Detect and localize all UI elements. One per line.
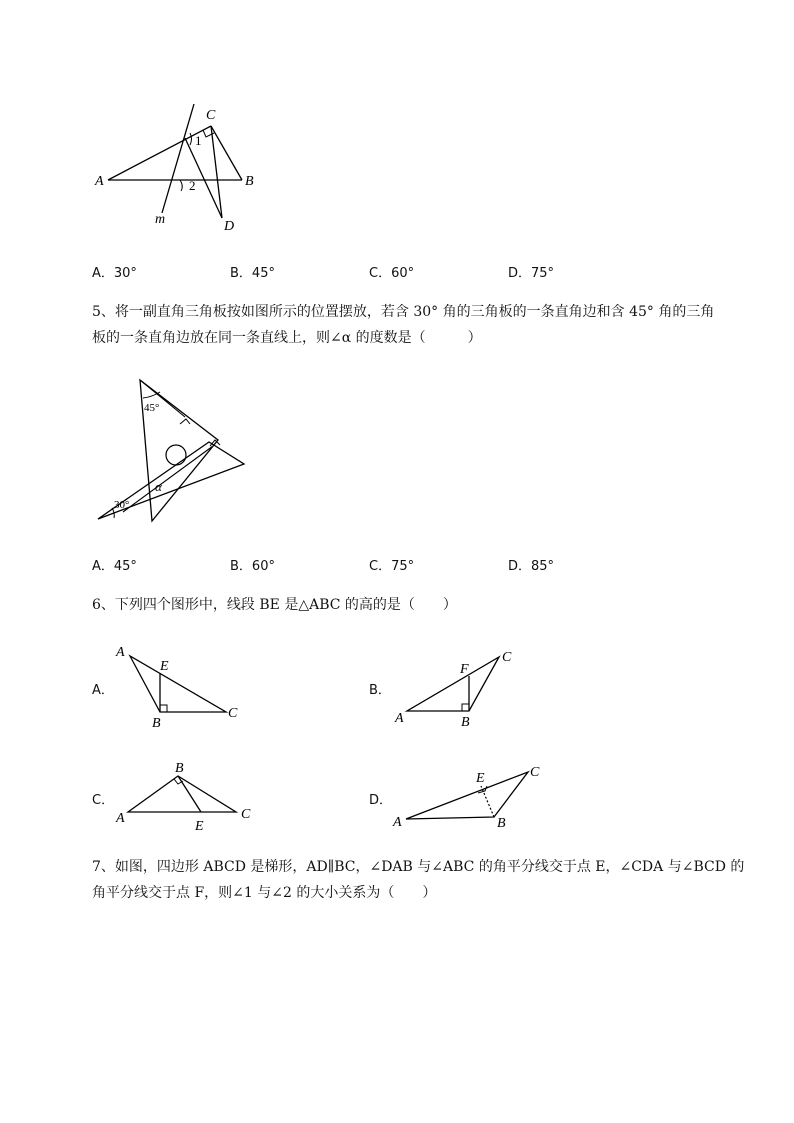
- label-E: E: [195, 819, 204, 834]
- q4-option-a: A．30°: [92, 266, 137, 281]
- q5-option-b: B．60°: [230, 559, 275, 574]
- label-A: A: [116, 645, 125, 660]
- label-B: B: [152, 716, 161, 731]
- label-A: A: [395, 711, 404, 726]
- label-E: E: [476, 771, 485, 786]
- set-square-hole: [166, 445, 186, 465]
- q5-stem-line2: 板的一条直角边放在同一条直线上，则∠α 的度数是（ ）: [92, 330, 482, 346]
- label-B: B: [497, 816, 506, 831]
- q5-option-d: D．85°: [508, 559, 555, 574]
- triangle-abc: [406, 772, 528, 819]
- label-A: A: [116, 811, 125, 826]
- line-m: [162, 104, 194, 213]
- q5-option-a: A．45°: [92, 559, 137, 574]
- triangle-abc: [130, 656, 226, 712]
- label-C: C: [241, 807, 251, 822]
- q5-stem-line1: 5、将一副直角三角板按如图所示的位置摆放，若含 30° 角的三角板的一条直角边和含 45° 角的三角: [92, 304, 715, 320]
- segment-CB: [211, 126, 242, 180]
- q4-figure: [90, 100, 270, 240]
- label-m: m: [155, 212, 166, 227]
- q7-stem-line1: 7、如图，四边形 ABCD 是梯形，AD∥BC，∠DAB 与∠ABC 的角平分线交于点 E，∠CDA 与∠BCD 的: [92, 859, 745, 875]
- label-alpha: α: [155, 479, 162, 494]
- q6-option-d-figure: [390, 760, 550, 835]
- q5-option-c: C．75°: [369, 559, 415, 574]
- right-angle-mark-1: [180, 419, 190, 424]
- right-angle-mark: [174, 779, 183, 784]
- q6-option-a-figure: [110, 640, 250, 735]
- label-A: A: [393, 815, 402, 830]
- q6-option-b-letter: B．: [369, 683, 391, 698]
- q7-stem-line2: 角平分线交于点 F，则∠1 与∠2 的大小关系为（ ）: [92, 885, 437, 901]
- label-B: B: [175, 761, 184, 776]
- label-30: 30°: [114, 499, 130, 511]
- q4-option-b: B．45°: [230, 266, 275, 281]
- label-C: C: [502, 650, 512, 665]
- label-E: E: [160, 659, 169, 674]
- segment-CD: [211, 126, 222, 218]
- label-B: B: [245, 174, 254, 189]
- q6-stem: 6、下列四个图形中，线段 BE 是△ABC 的高的是（ ）: [92, 597, 457, 613]
- q5-figure: [90, 375, 250, 525]
- label-C: C: [206, 108, 216, 123]
- label-1: 1: [195, 133, 202, 148]
- right-angle-mark: [160, 705, 167, 712]
- label-A: A: [95, 174, 104, 189]
- label-45: 45°: [144, 402, 160, 414]
- q6-option-a-letter: A．: [92, 683, 114, 698]
- label-C: C: [228, 706, 238, 721]
- triangle-abc: [407, 657, 499, 711]
- q6-option-c-figure: [110, 755, 260, 835]
- label-2: 2: [189, 178, 196, 193]
- angle-2-arc: [180, 180, 182, 191]
- q4-option-c: C．60°: [369, 266, 415, 281]
- label-D: D: [224, 219, 235, 234]
- q6-option-c-letter: C．: [92, 793, 115, 808]
- label-C: C: [530, 765, 540, 780]
- q6-option-d-letter: D．: [369, 793, 393, 808]
- q6-option-b-figure: [390, 645, 520, 730]
- right-angle-mark: [462, 704, 469, 711]
- label-B: B: [461, 715, 470, 730]
- angle-1-arc: [190, 133, 192, 145]
- segment-be-dotted: [481, 786, 494, 817]
- q4-option-d: D．75°: [508, 266, 555, 281]
- label-F: F: [460, 662, 469, 677]
